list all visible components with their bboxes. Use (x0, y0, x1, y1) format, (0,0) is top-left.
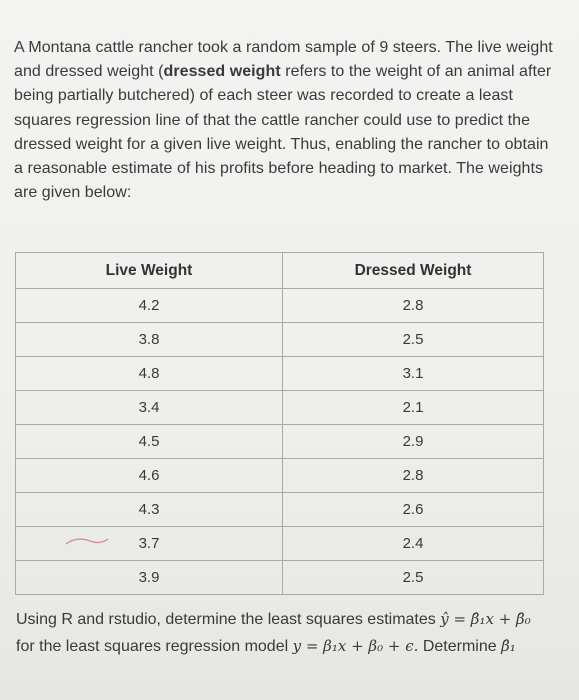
question-line-2 (16, 633, 561, 660)
model-equation: y = β₁x + β₀ + ϵ. (292, 637, 419, 655)
question-tail: Determine (418, 638, 502, 655)
dressed-weight-cell: 3.1 (283, 357, 544, 391)
table-row (16, 357, 544, 391)
estimate-equation: ŷ = β̂₁x + β̂₀ (440, 610, 531, 628)
dressed-weight-cell: 2.9 (283, 425, 544, 459)
live-weight-cell: 3.4 (16, 391, 283, 425)
question-text-2: for the least squares regression model (16, 638, 293, 655)
dressed-weight-cell: 2.8 (283, 289, 544, 323)
intro-bold-term: dressed weight (163, 63, 281, 81)
dressed-weight-cell: 2.5 (283, 561, 544, 595)
live-weight-cell: 3.7 (16, 527, 283, 561)
beta1-hat-symbol: β̂₁ (501, 637, 516, 655)
live-weight-cell: 4.3 (16, 493, 283, 527)
live-weight-cell: 3.9 (16, 561, 283, 595)
live-weight-cell: 4.6 (16, 459, 283, 493)
table-row (16, 323, 544, 357)
table-row (16, 493, 544, 527)
table-row (16, 459, 544, 493)
intro-text-2: refers to the weight of an animal after being partially butchered) of each steer was recorded to create a least squares regression line of that the cattle rancher could use to predict the dressed weight for a given live weight. Thus, enabling the rancher to obtain a reasonable estimate of his profits before heading to market. The weights are given below: (14, 63, 552, 202)
live-weight-cell: 4.5 (16, 425, 283, 459)
live-weight-cell: 4.8 (16, 357, 283, 391)
table-row (16, 391, 544, 425)
table-row (16, 561, 544, 595)
dressed-weight-cell: 2.5 (283, 323, 544, 357)
table-row (16, 425, 544, 459)
live-weight-cell: 3.8 (16, 323, 283, 357)
question-text-1: Using R and rstudio, determine the least squares estimates (16, 611, 441, 628)
dressed-weight-cell: 2.6 (283, 493, 544, 527)
live-weight-cell: 4.2 (16, 289, 283, 323)
header-dressed-weight: Dressed Weight (283, 253, 544, 289)
intro-paragraph (14, 36, 559, 205)
dressed-weight-cell: 2.1 (283, 391, 544, 425)
header-live-weight: Live Weight (16, 253, 283, 289)
intro-text-1: A Montana cattle rancher took a random sample of 9 steers. The live weight and dressed weight ( (14, 39, 553, 81)
table-header-row (16, 253, 544, 289)
table-row (16, 289, 544, 323)
question-paragraph (16, 606, 561, 660)
question-line-1 (16, 606, 561, 633)
dressed-weight-cell: 2.8 (283, 459, 544, 493)
pen-mark (64, 536, 110, 546)
dressed-weight-cell: 2.4 (283, 527, 544, 561)
